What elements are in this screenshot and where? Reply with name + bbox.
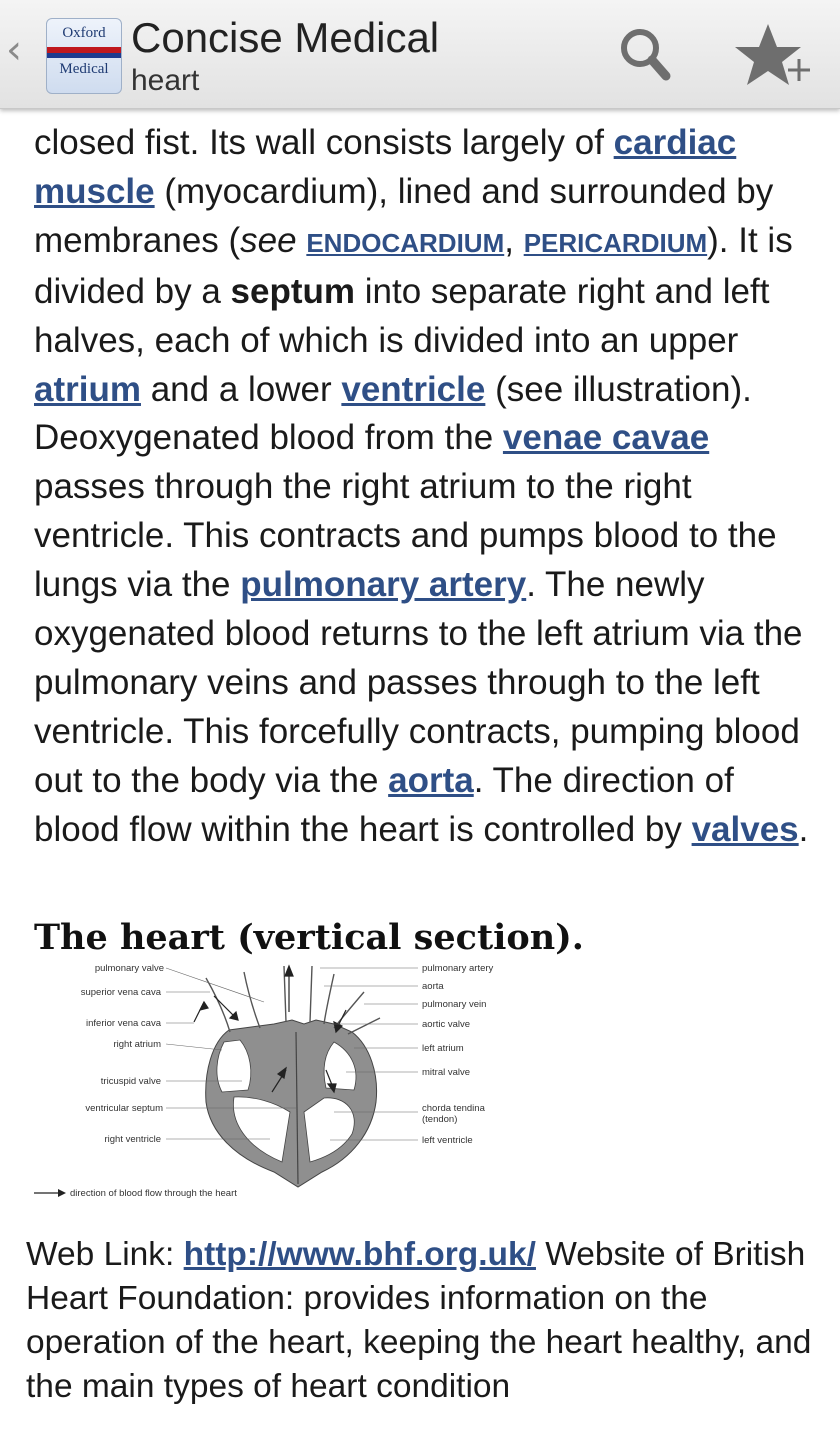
label-mitral-valve: mitral valve (422, 1067, 471, 1078)
text-run: , (504, 220, 524, 260)
septum-bold: septum (230, 271, 355, 311)
link-atrium[interactable]: atrium (34, 369, 141, 409)
logo-text-medical: Medical (59, 61, 109, 77)
entry-content (34, 119, 814, 855)
link-pulmonary-artery[interactable]: pulmonary artery (240, 565, 527, 605)
see-italic: see (240, 220, 297, 260)
link-endocardium[interactable]: ENDOCARDIUM (306, 227, 505, 258)
logo-text-oxford: Oxford (62, 25, 106, 41)
text-run: closed fist. Its wall consists largely of (34, 123, 614, 162)
search-icon (612, 20, 682, 90)
text-run: ). It is divided by a (34, 220, 793, 311)
link-valves[interactable]: valves (691, 809, 799, 849)
heart-diagram-svg (34, 962, 502, 1202)
link-pericardium[interactable]: PERICARDIUM (523, 227, 708, 258)
label-chorda-tendina: chorda tendina (422, 1103, 485, 1114)
entry-subtitle: heart (131, 64, 200, 97)
label-tendon: (tendon) (422, 1114, 458, 1125)
text-run: (see illustration). Deoxygenated blood from the (34, 369, 752, 458)
app-title: Concise Medical (131, 14, 440, 61)
text-run: into separate right and left halves, each of which is divided into an upper (34, 271, 770, 360)
back-chevron-icon[interactable]: ‹ (6, 27, 22, 73)
text-run: and a lower (140, 369, 342, 409)
label-right-ventricle: right ventricle (104, 1134, 161, 1145)
logo-blue-stripe (47, 53, 121, 58)
label-pulmonary-artery: pulmonary artery (422, 963, 494, 974)
heart-illustration[interactable] (34, 962, 502, 1202)
link-cardiac-muscle[interactable]: cardiac muscle (34, 123, 737, 211)
label-aorta: aorta (422, 981, 444, 992)
search-button[interactable] (612, 20, 682, 90)
label-ventricular-septum: ventricular septum (85, 1103, 163, 1114)
web-link-prefix: Web Link: (26, 1236, 184, 1273)
entry-paragraph (34, 119, 814, 855)
web-link-paragraph (26, 1233, 826, 1409)
web-link-description: Website of British Heart Foundation: provides information on the operation of the heart, keeping the heart healthy, and the main types of heart condition (26, 1236, 812, 1405)
legend-text: direction of blood flow through the heart (70, 1188, 237, 1199)
legend-arrow (34, 1189, 66, 1197)
app-logo[interactable] (46, 18, 122, 94)
link-ventricle[interactable]: ventricle (341, 369, 486, 409)
text-run: . (798, 809, 809, 849)
label-left-ventricle: left ventricle (422, 1135, 473, 1146)
add-bookmark-star-icon (734, 20, 814, 90)
figure-caption: The heart (vertical section). (34, 917, 584, 958)
add-bookmark-button[interactable] (734, 20, 804, 90)
action-bar (0, 0, 840, 109)
web-link-url[interactable]: http://www.bhf.org.uk/ (183, 1236, 536, 1273)
link-aorta[interactable]: aorta (388, 760, 474, 800)
label-inferior-vena-cava: inferior vena cava (86, 1018, 161, 1029)
label-left-atrium: left atrium (422, 1043, 464, 1054)
text-run: (myocardium), lined and surrounded by membranes ( (34, 171, 774, 260)
label-tricuspid-valve: tricuspid valve (100, 1076, 161, 1087)
text-run: passes through the right atrium to the right ventricle. This contracts and pumps blood to the lungs via the (34, 467, 777, 605)
label-superior-vena-cava: superior vena cava (80, 987, 161, 998)
label-right-atrium: right atrium (113, 1039, 161, 1050)
label-aortic-valve: aortic valve (422, 1019, 471, 1030)
label-pulmonary-vein: pulmonary vein (422, 999, 487, 1010)
text-run: . The direction of blood flow within the heart is controlled by (34, 760, 734, 849)
text-run: . The newly oxygenated blood returns to the left atrium via the pulmonary veins and passes through to the left ventricle. This forcefully contracts, pumping blood out to the body via the (34, 565, 803, 800)
label-pulmonary-valve: pulmonary valve (94, 963, 164, 974)
link-venae-cavae[interactable]: venae cavae (502, 418, 710, 458)
